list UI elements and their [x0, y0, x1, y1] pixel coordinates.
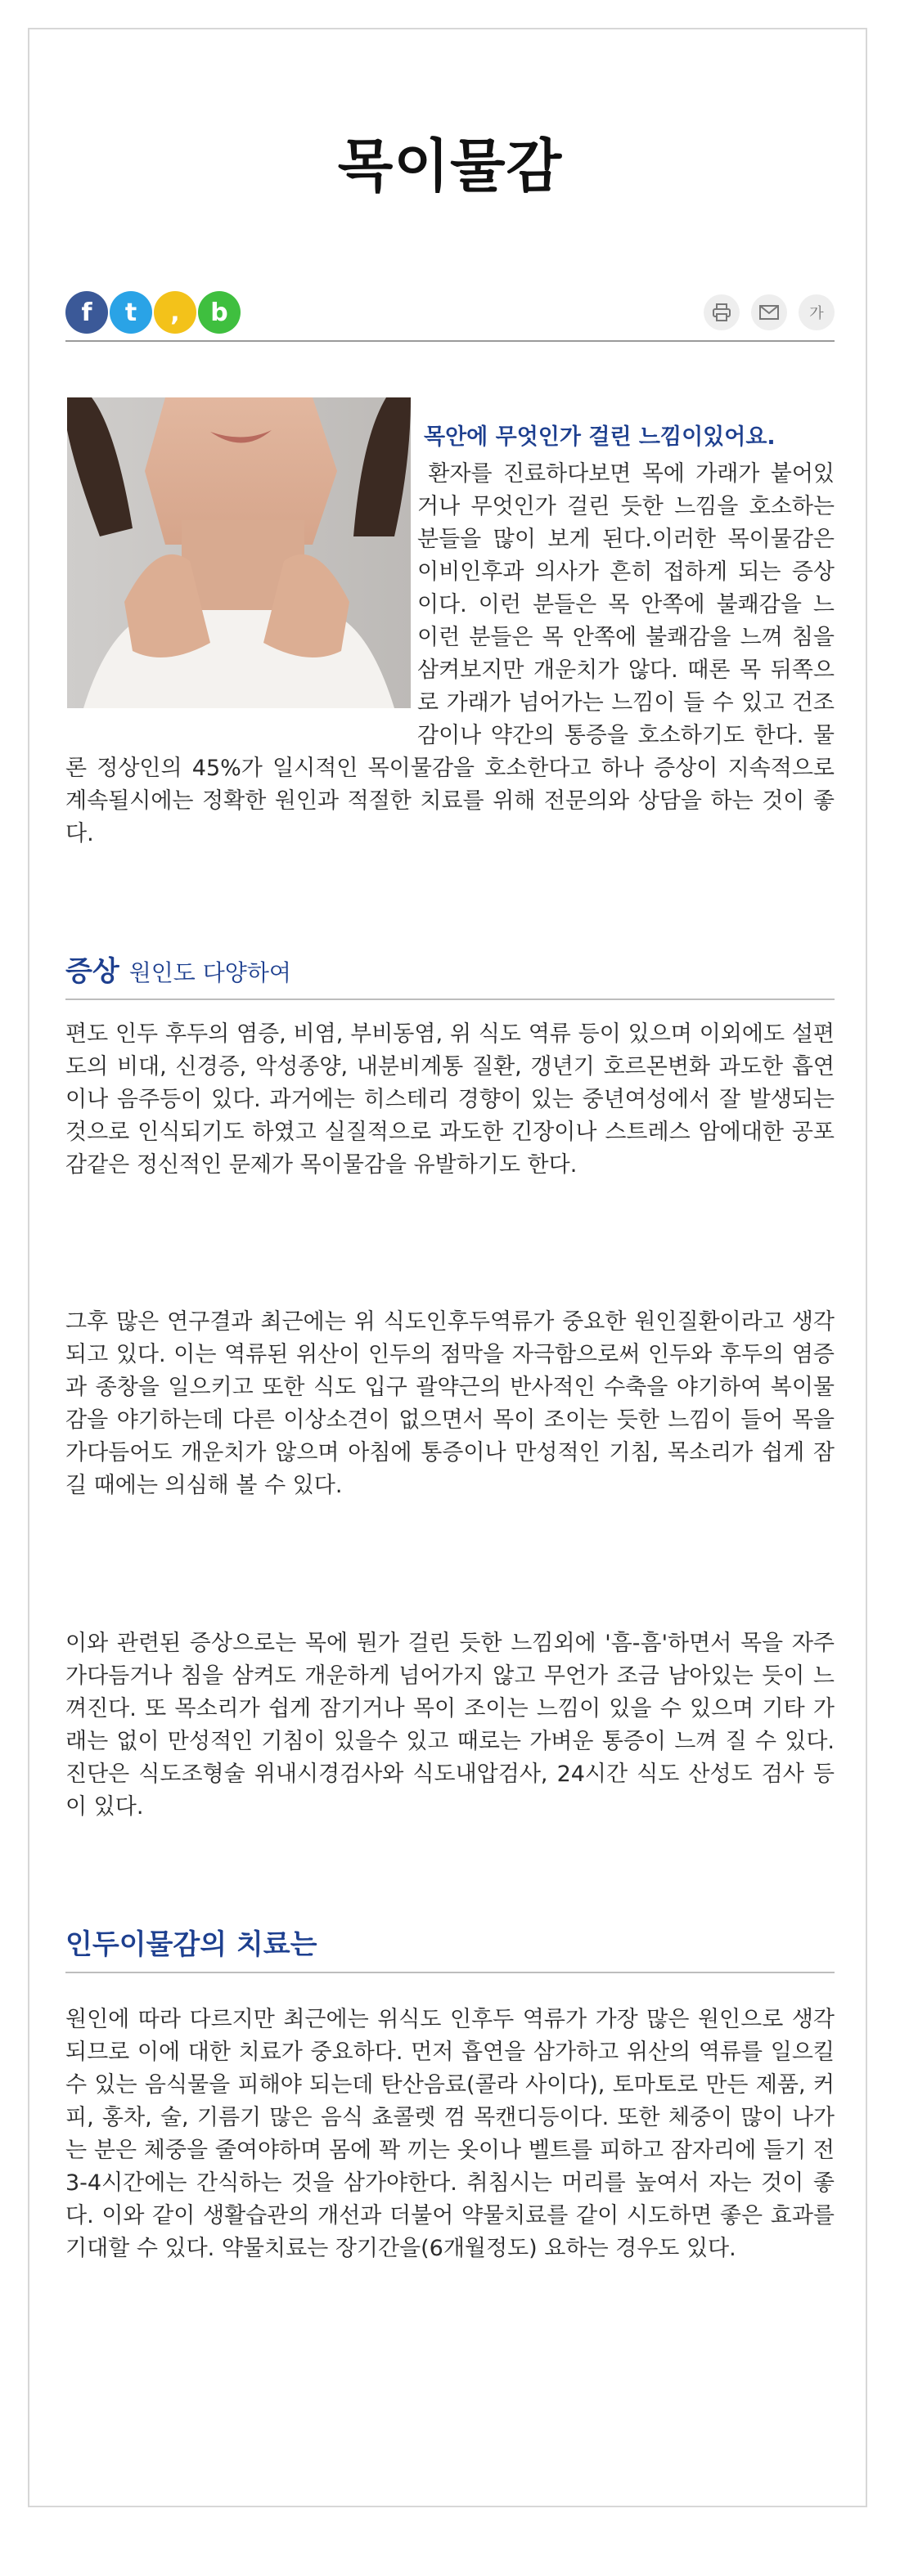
symptoms-paragraph: 편도 인두 후두의 염증, 비염, 부비동염, 위 식도 역류 등이 있으며 이외에도 설편도의 비대, 신경증, 악성종양, 내분비계통 질환, 갱년기 호르몬변화 과도한 흡연이나 음주등이 있다. 과거에는 히스테리 경향이 있는 중년여성에서 잘 발생되는 것으로 인식되기도 하였고 실질적으로 과도한 긴장이나 스트레스 암에대한 공포감같은 정신적인 문제가 목이물감을 유발하기도 한다. [65, 1021, 835, 1178]
article-toolbar [65, 286, 835, 342]
symptoms-title: 증상 [65, 955, 119, 988]
print-button[interactable] [704, 294, 740, 330]
treatment-title: 인두이물감의 치료는 [65, 1928, 317, 1961]
symptoms-paragraph: 이와 관련된 증상으로는 목에 뭔가 걸린 듯한 느낌외에 '흠-흠'하면서 목을 자주 가다듬거나 침을 삼켜도 개운하게 넘어가지 않고 무언가 조금 남아있는 듯이 느껴진다. 또 목소리가 쉽게 잠기거나 목이 조이는 느낌이 있을 수 있으며 기타 가래는 없이 만성적인 기침이 있을수 있고 때로는 가벼운 통증이 느껴 질 수 있다. 진단은 식도조형술 위내시경검사와 식도내압검사, 24시간 식도 산성도 검사 등이 있다. [65, 1631, 835, 1820]
kakaostory-share-button[interactable] [154, 291, 196, 334]
facebook-icon: f [81, 298, 92, 327]
twitter-icon: t [124, 298, 137, 327]
page-title: 목이물감 [337, 132, 563, 200]
symptoms-heading [65, 949, 835, 1000]
symptoms-subtitle: 원인도 다양하여 [128, 959, 291, 986]
photo-spacer [65, 458, 417, 721]
email-button[interactable] [751, 294, 787, 330]
share-buttons [65, 291, 241, 334]
print-icon [712, 303, 731, 321]
treatment-heading [65, 1922, 835, 1973]
mail-icon [759, 305, 779, 320]
treatment-paragraph: 원인에 따라 다르지만 최근에는 위식도 인후두 역류가 가장 많은 원인으로 생각되므로 이에 대한 치료가 중요하다. 먼저 흡연을 삼가하고 위산의 역류를 일으킬 수 있는 음식물을 피해야 되는데 탄산음료(콜라 사이다), 토마토로 만든 제품, 커피, 홍차, 술, 기름기 많은 음식 쵸콜렛 껌 목캔디등이다. 또한 체중이 많이 나가는 분은 체중을 줄여야하며 몸에 꽉 끼는 옷이나 벨트를 피하고 잠자리에 들기 전 3-4시간에는 간식하는 것을 삼가야한다. 취침시는 머리를 높여서 자는 것이 좋다. 이와 같이 생활습관의 개선과 더불어 약물치료를 같이 시도하면 좋은 효과를 기대할 수 있다. 약물치료는 장기간을(6개월정도) 요하는 경우도 있다. [65, 2007, 835, 2261]
intro-headline: 목안에 무엇인가 걸린 느낌이있어요. [424, 424, 776, 450]
font-size-label: 가 [809, 305, 824, 322]
twitter-share-button[interactable] [110, 291, 152, 334]
facebook-share-button[interactable] [65, 291, 108, 334]
font-size-button[interactable] [799, 294, 835, 330]
kakaostory-icon: , [170, 298, 180, 327]
intro-section [65, 458, 835, 850]
intro-paragraph: 환자를 진료하다보면 목에 가래가 붙어있거나 무엇인가 걸린 듯한 느낌을 호소하는 분들을 많이 보게 된다.이러한 목이물감은 이비인후과 의사가 흔히 접하게 되는 증상이다. 이런 분들은 목 안쪽에 불쾌감을 느 이런 분들은 목 안쪽에 불쾌감을 느껴 침을 삼켜보지만 개운치가 않다. 때론 목 뒤쪽으로 가래가 넘어가는 느낌이 들 수 있고 건조감이나 약간의 통증을 호소하기도 한다. 물론 정상인의 45%가 일시적인 목이물감을 호소한다고 하나 증상이 지속적으로 계속될시에는 정확한 원인과 적절한 치료를 위해 전문의와 상담을 하는 것이 좋다. [65, 461, 835, 846]
symptoms-paragraph-2-block [65, 1306, 835, 1502]
treatment-block [65, 2004, 835, 2265]
band-icon: b [210, 298, 228, 327]
band-share-button[interactable] [198, 291, 241, 334]
symptoms-paragraph: 그후 많은 연구결과 최근에는 위 식도인후두역류가 중요한 원인질환이라고 생각되고 있다. 이는 역류된 위산이 인두의 점막을 자극함으로써 인두와 후두의 염증과 종창을 일으키고 또한 식도 입구 괄약근의 반사적인 수축을 야기하여 복이물감을 야기하는데 다른 이상소견이 없으면서 목이 조이는 듯한 느낌이 들어 목을 가다듬어도 개운치가 않으며 아침에 통증이나 만성적인 기침, 목소리가 쉽게 잠길 때에는 의심해 볼 수 있다. [65, 1309, 835, 1498]
symptoms-paragraph-3-block [65, 1627, 835, 1824]
symptoms-paragraph-1-block [65, 1018, 835, 1182]
article-tools [704, 294, 835, 330]
